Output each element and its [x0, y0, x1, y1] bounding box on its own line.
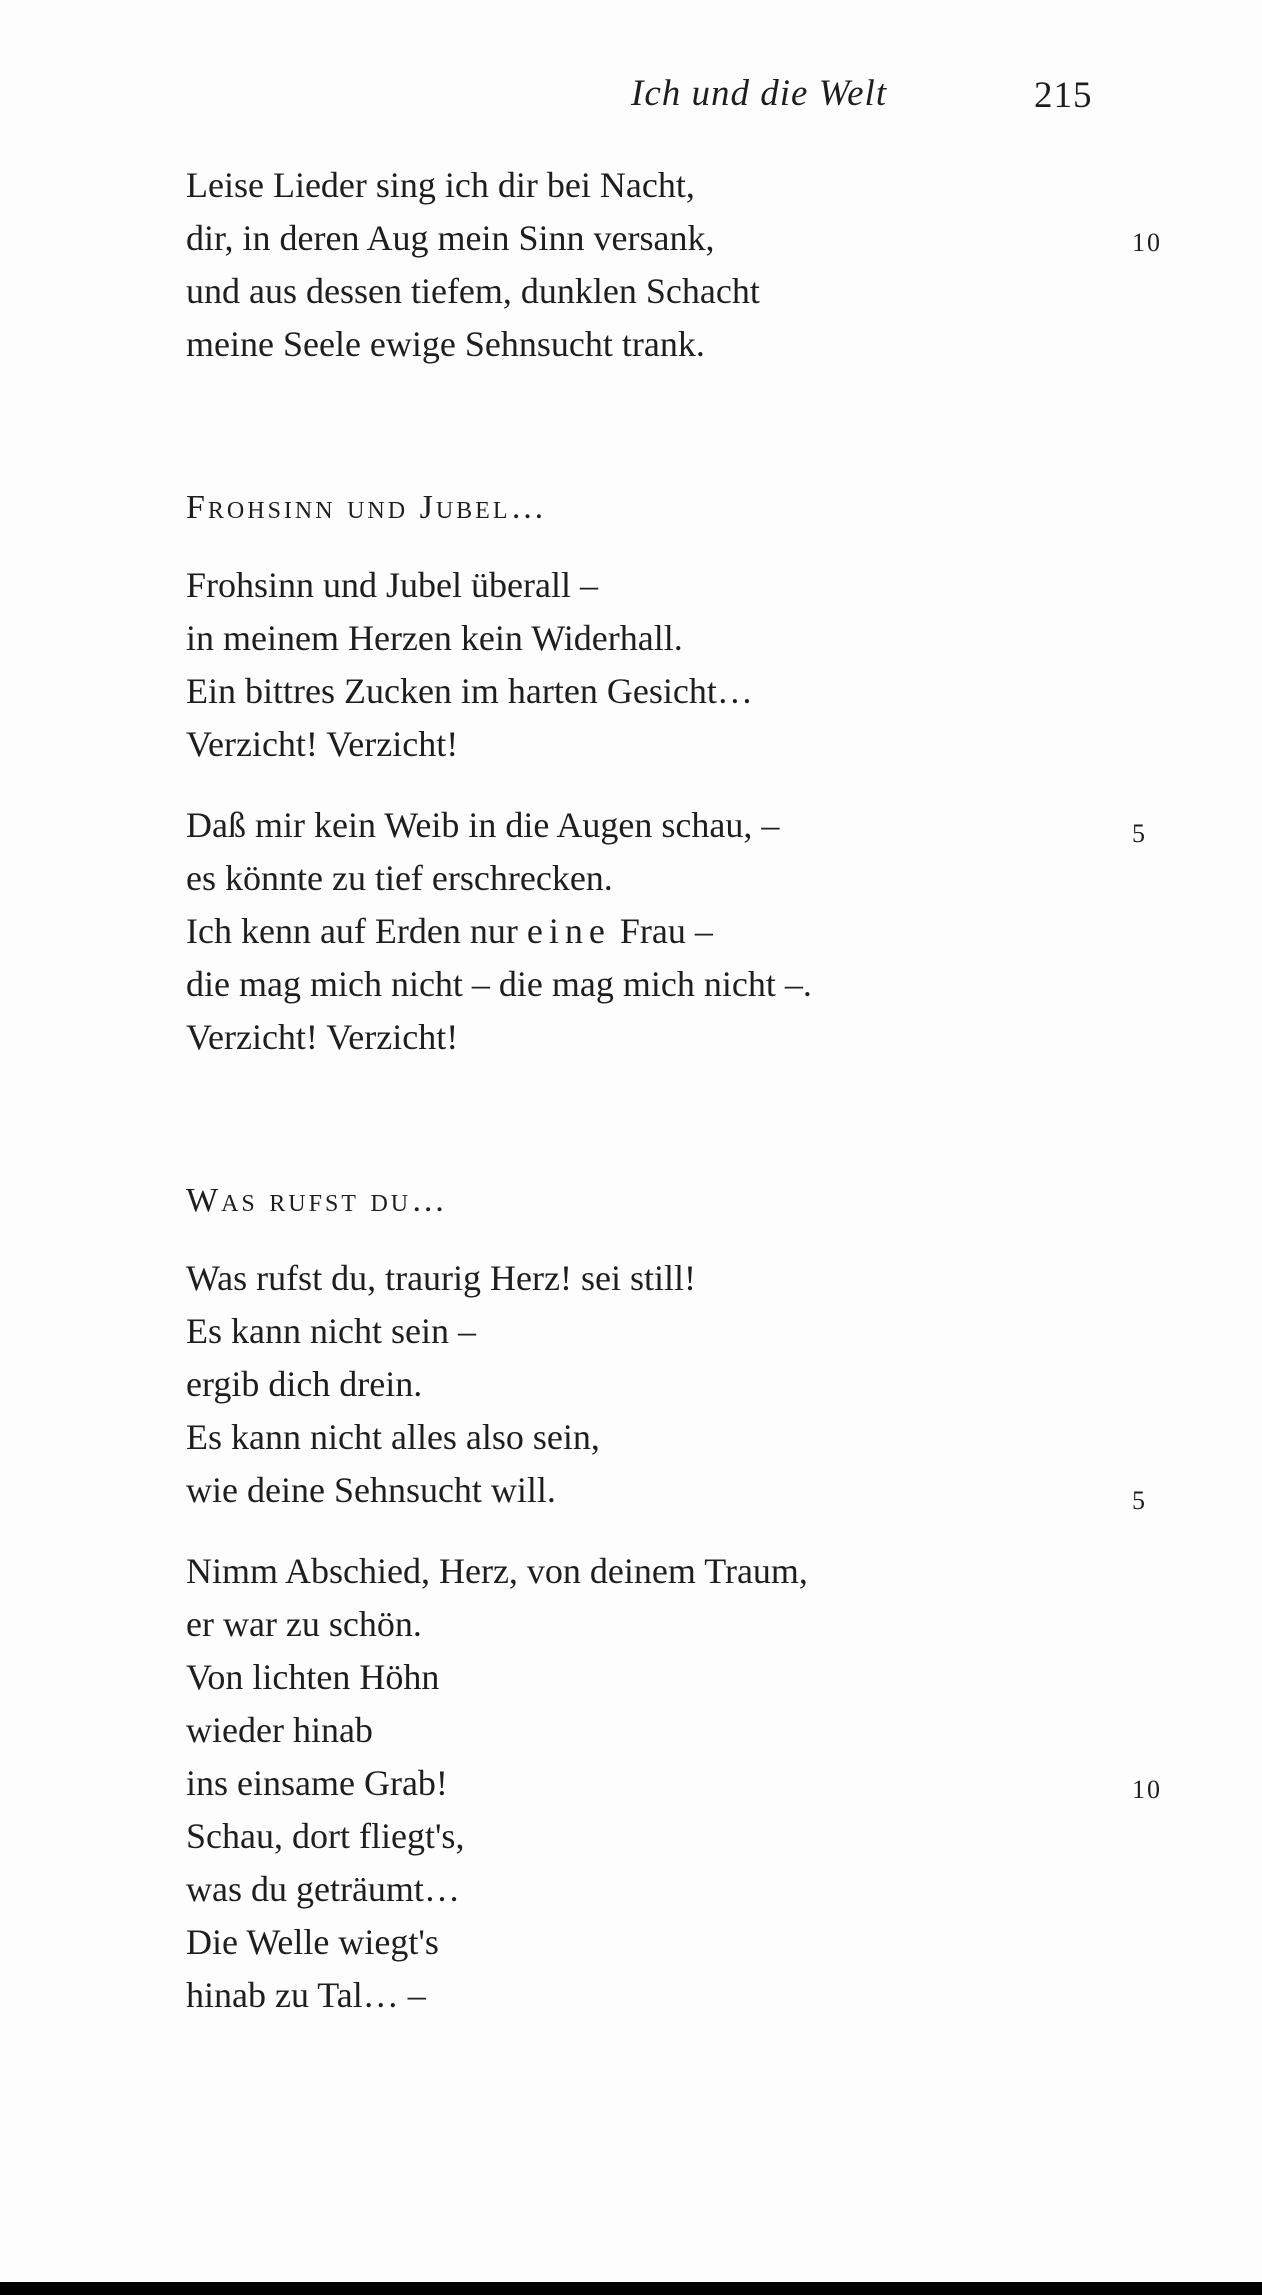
- emphasized-word: eine: [526, 911, 611, 951]
- verse-line: Die Welle wiegt's: [186, 1922, 439, 1962]
- verse-line: Es kann nicht sein –: [186, 1311, 476, 1351]
- verse-line: Leise Lieder sing ich dir bei Nacht,: [186, 165, 695, 205]
- verse-line: er war zu schön.: [186, 1604, 422, 1644]
- page-number: 215: [1034, 75, 1093, 116]
- verse-text: Frau –: [610, 911, 713, 951]
- verse-line: Verzicht! Verzicht!: [186, 724, 459, 764]
- verse-line: Es kann nicht alles also sein,: [186, 1417, 600, 1457]
- verse-line: Schau, dort fliegt's,: [186, 1816, 465, 1856]
- verse-line: Von lichten Höhn: [186, 1657, 440, 1697]
- poem-title: Was rufst du…: [186, 1182, 449, 1219]
- verse-line: in meinem Herzen kein Widerhall.: [186, 618, 683, 658]
- verse-line: Frohsinn und Jubel überall –: [186, 565, 598, 605]
- verse-line: Ein bittres Zucken im harten Gesicht…: [186, 671, 753, 711]
- scan-edge-bar: [0, 2282, 1262, 2295]
- verse-line: was du geträumt…: [186, 1869, 460, 1909]
- line-number: 5: [1132, 1486, 1147, 1515]
- verse-line: wie deine Sehnsucht will.: [186, 1470, 556, 1510]
- running-title: Ich und die Welt: [631, 73, 888, 114]
- verse-line: dir, in deren Aug mein Sinn versank,: [186, 218, 715, 258]
- verse-line: ins einsame Grab!: [186, 1763, 448, 1803]
- verse-line: wieder hinab: [186, 1710, 373, 1750]
- verse-line: [186, 909, 713, 953]
- verse-line: Daß mir kein Weib in die Augen schau, –: [186, 805, 780, 845]
- line-number: 10: [1132, 228, 1162, 257]
- verse-line: Verzicht! Verzicht!: [186, 1017, 459, 1057]
- verse-line: meine Seele ewige Sehnsucht trank.: [186, 324, 705, 364]
- line-number: 5: [1132, 819, 1147, 848]
- verse-line: ergib dich drein.: [186, 1364, 423, 1404]
- verse-text: Ich kenn auf Erden nur: [186, 911, 527, 951]
- verse-line: hinab zu Tal… –: [186, 1975, 426, 2015]
- verse-line: die mag mich nicht – die mag mich nicht –.: [186, 964, 812, 1004]
- verse-line: Nimm Abschied, Herz, von deinem Traum,: [186, 1551, 808, 1591]
- verse-line: es könnte zu tief erschrecken.: [186, 858, 613, 898]
- line-number: 10: [1132, 1775, 1162, 1804]
- verse-line: und aus dessen tiefem, dunklen Schacht: [186, 271, 760, 311]
- poem-title: Frohsinn und Jubel…: [186, 489, 548, 526]
- verse-line: Was rufst du, traurig Herz! sei still!: [186, 1258, 696, 1298]
